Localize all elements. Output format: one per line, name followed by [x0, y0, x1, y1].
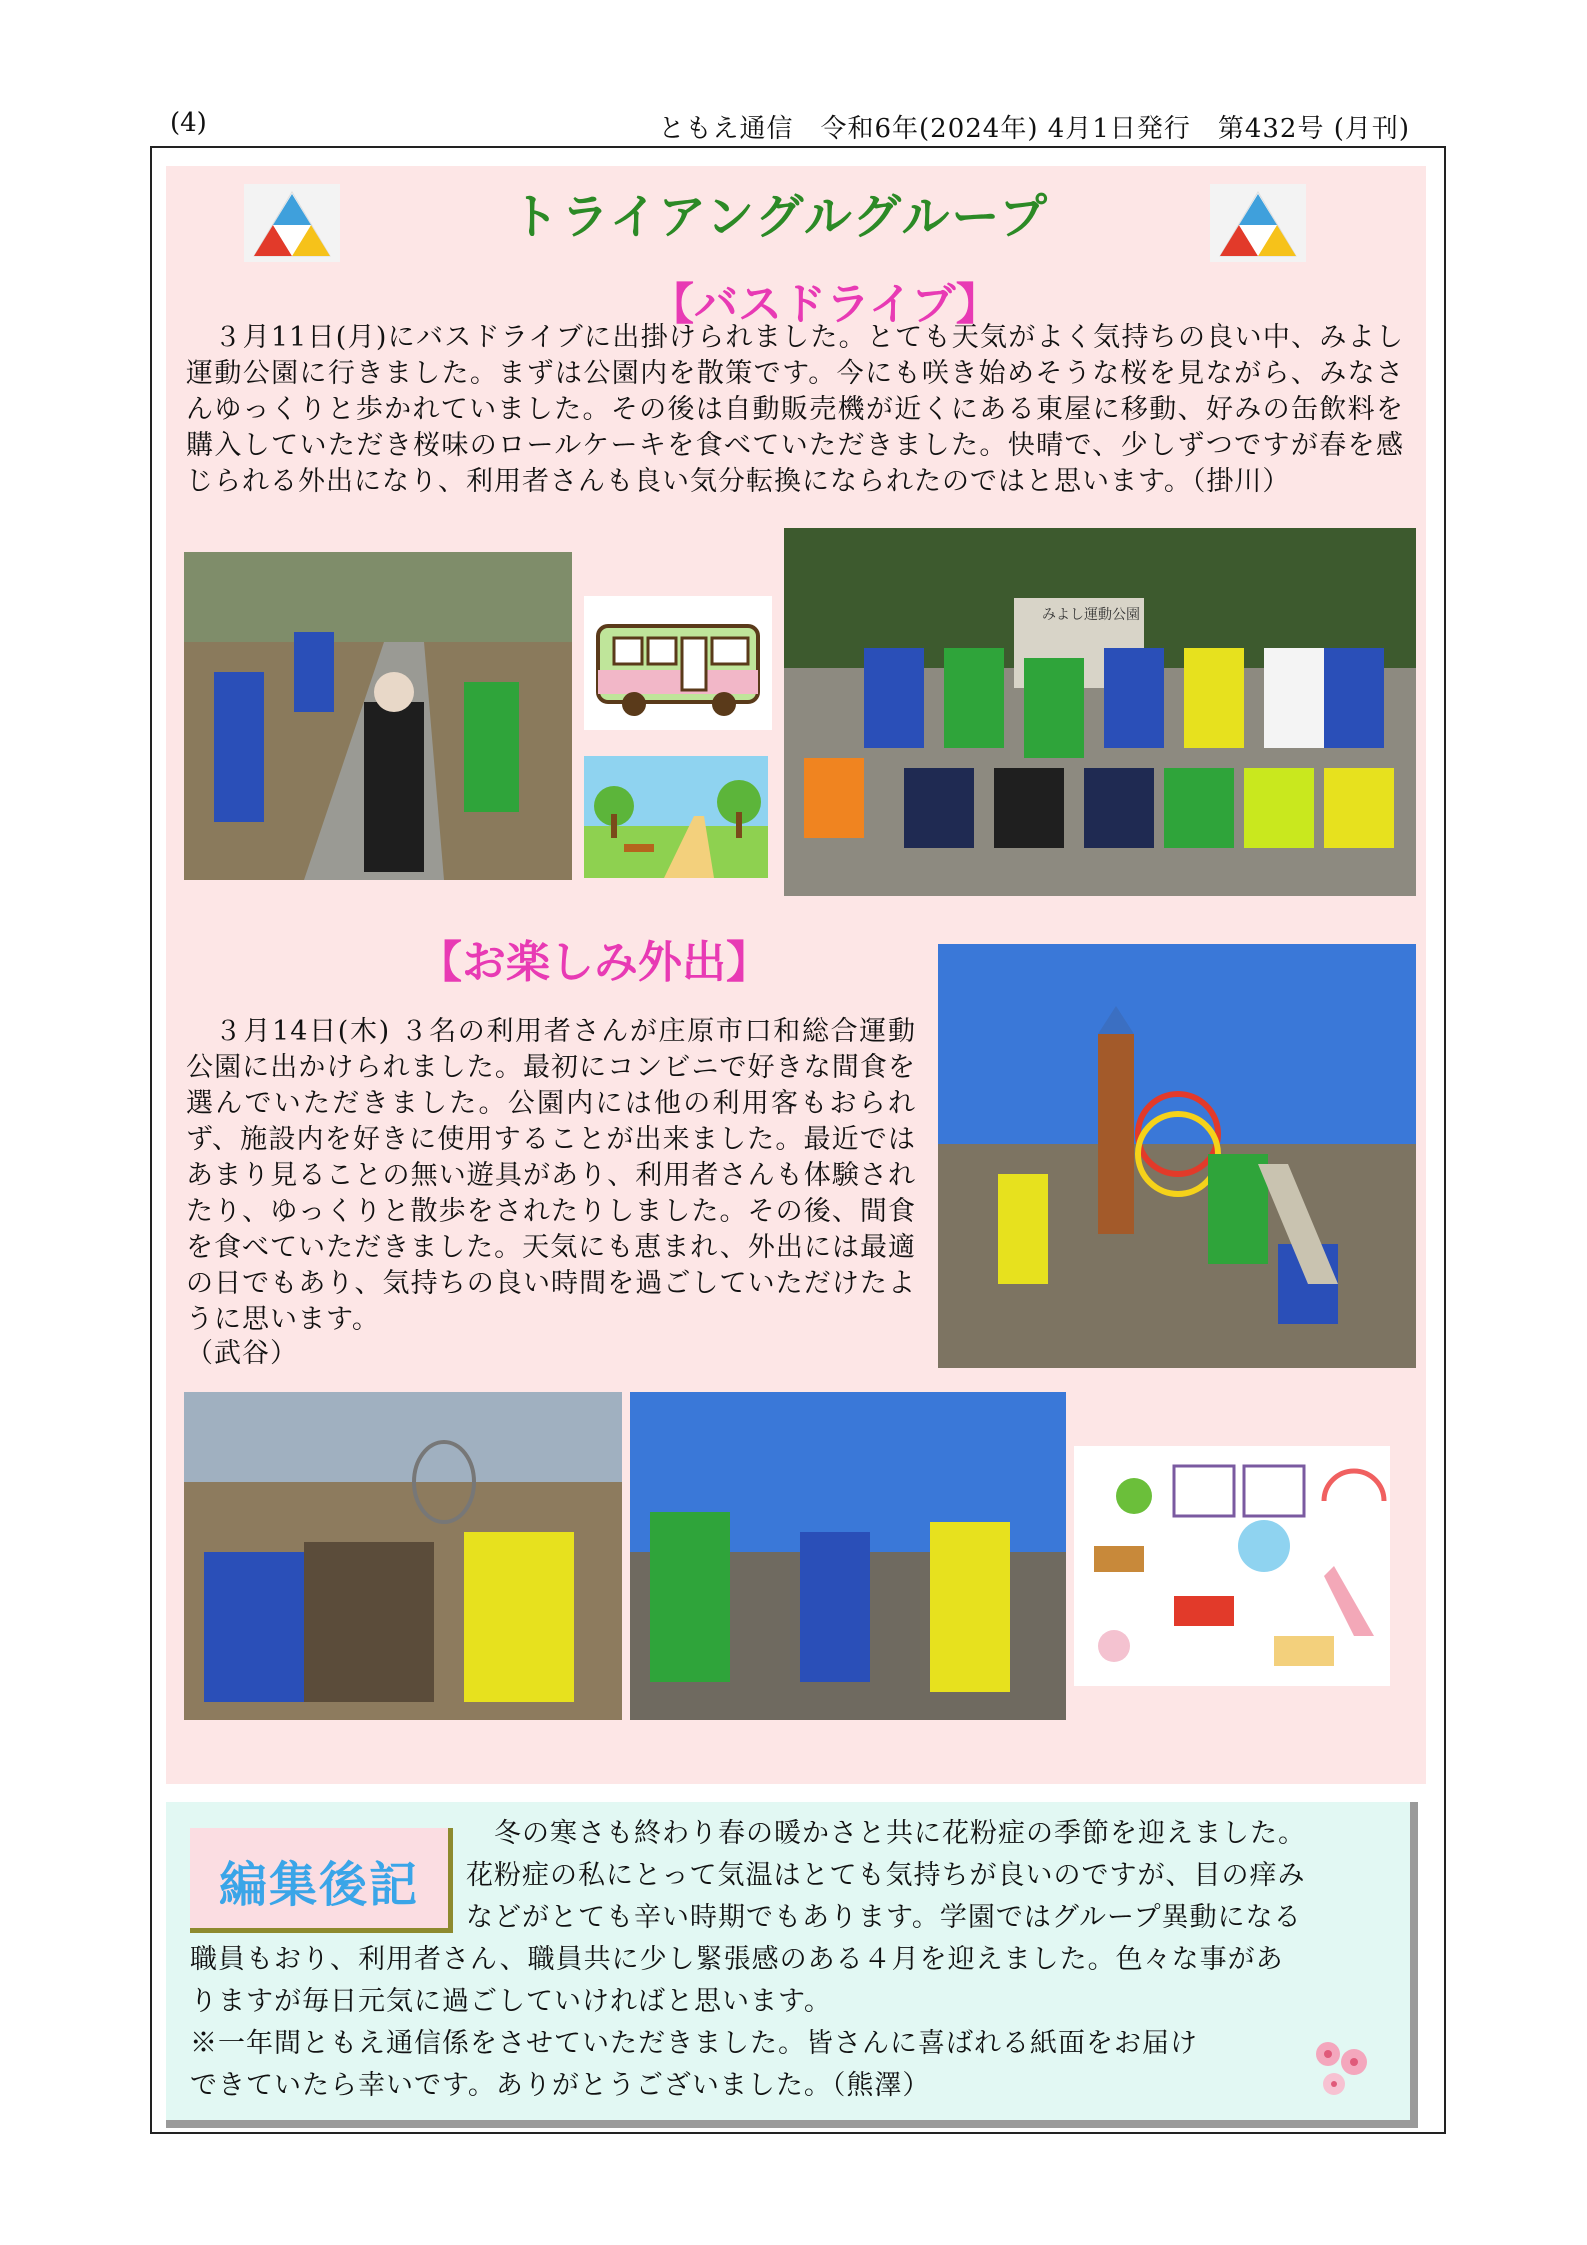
walking-photo: [184, 552, 572, 880]
three-users-photo: [630, 1392, 1066, 1720]
triangle-logo-right: [1210, 184, 1306, 262]
group-photo: [784, 528, 1416, 896]
playground-illustration: [1074, 1446, 1390, 1686]
outing-author: （武谷）: [186, 1338, 298, 1369]
editor-note-line-4: 職員もおり、利用者さん、職員共に少し緊張感のある４月を迎えました。色々な事があ: [190, 1944, 1284, 1975]
editor-note-line-3: などがとても辛い時期でもあります。学園ではグループ異動になる: [466, 1902, 1302, 1933]
outing-body: ３月14日(木) ３名の利用者さんが庄原市口和総合運動公園に出かけられました。最初にコンビニで好きな間食を選んでいただきました。公園内には他の利用客もおられず、施設内を好きに使用することが出来ました。最近ではあまり見ることの無い遊具があり、利用者さんも体験されたり、ゆっくりと散歩をされたりしました。その後、間食を食べていただきました。天気にも恵まれ、外出には最適の日でもあり、気持ちの良い時間を過ごしていただけたように思います。: [186, 1016, 916, 1335]
outing-title: 【お楽しみ外出】: [418, 937, 770, 988]
editor-note-label: 編集後記: [218, 1857, 419, 1913]
snack-photo: [184, 1392, 622, 1720]
editor-note-line-6: ※一年間ともえ通信係をさせていただきました。皆さんに喜ばれる紙面をお届け: [190, 2028, 1198, 2059]
bus-drive-body: ３月11日(月)にバスドライブに出掛けられました。とても天気がよく気持ちの良い中、みよし運動公園に行きました。まずは公園内を散策です。今にも咲き始めそうな桜を見ながら、みなさんゆっくりと歩かれていました。その後は自動販売機が近くにある東屋に移動、好みの缶飲料を購入していただき桜味のロールケーキを食べていただきました。快晴で、少しずつですが春を感じられる外出になり、利用者さんも良い気分転換になられたのではと思います。（掛川）: [186, 322, 1404, 497]
triangle-logo-left: [244, 184, 340, 262]
editor-note-line-5: りますが毎日元気に過ごしていければと思います。: [190, 1986, 832, 2017]
page-header: [160, 108, 1410, 144]
park-sign: みよし運動公園: [1042, 607, 1140, 623]
sakura-flowers-icon: [1306, 2032, 1376, 2102]
bus-drive-title: 【バスドライブ】: [650, 279, 1000, 330]
publication-info: ともえ通信 令和6年(2024年) 4月1日発行 第432号 (月刊): [658, 114, 1410, 144]
editor-note-line-1: 冬の寒さも終わり春の暖かさと共に花粉症の季節を迎えました。: [494, 1818, 1306, 1849]
group-title: トライアングルグループ: [510, 189, 1049, 245]
editor-note-badge: [190, 1828, 453, 1933]
editor-note-line-2: 花粉症の私にとって気温はとても気持ちが良いのですが、目の痒み: [466, 1860, 1306, 1891]
editor-note-line-7: できていたら幸いです。ありがとうございました。（熊澤）: [190, 2070, 931, 2101]
playground-photo: [938, 944, 1416, 1368]
park-illustration: [584, 756, 768, 878]
page-number: (4): [170, 108, 207, 138]
bus-illustration: [584, 596, 772, 730]
